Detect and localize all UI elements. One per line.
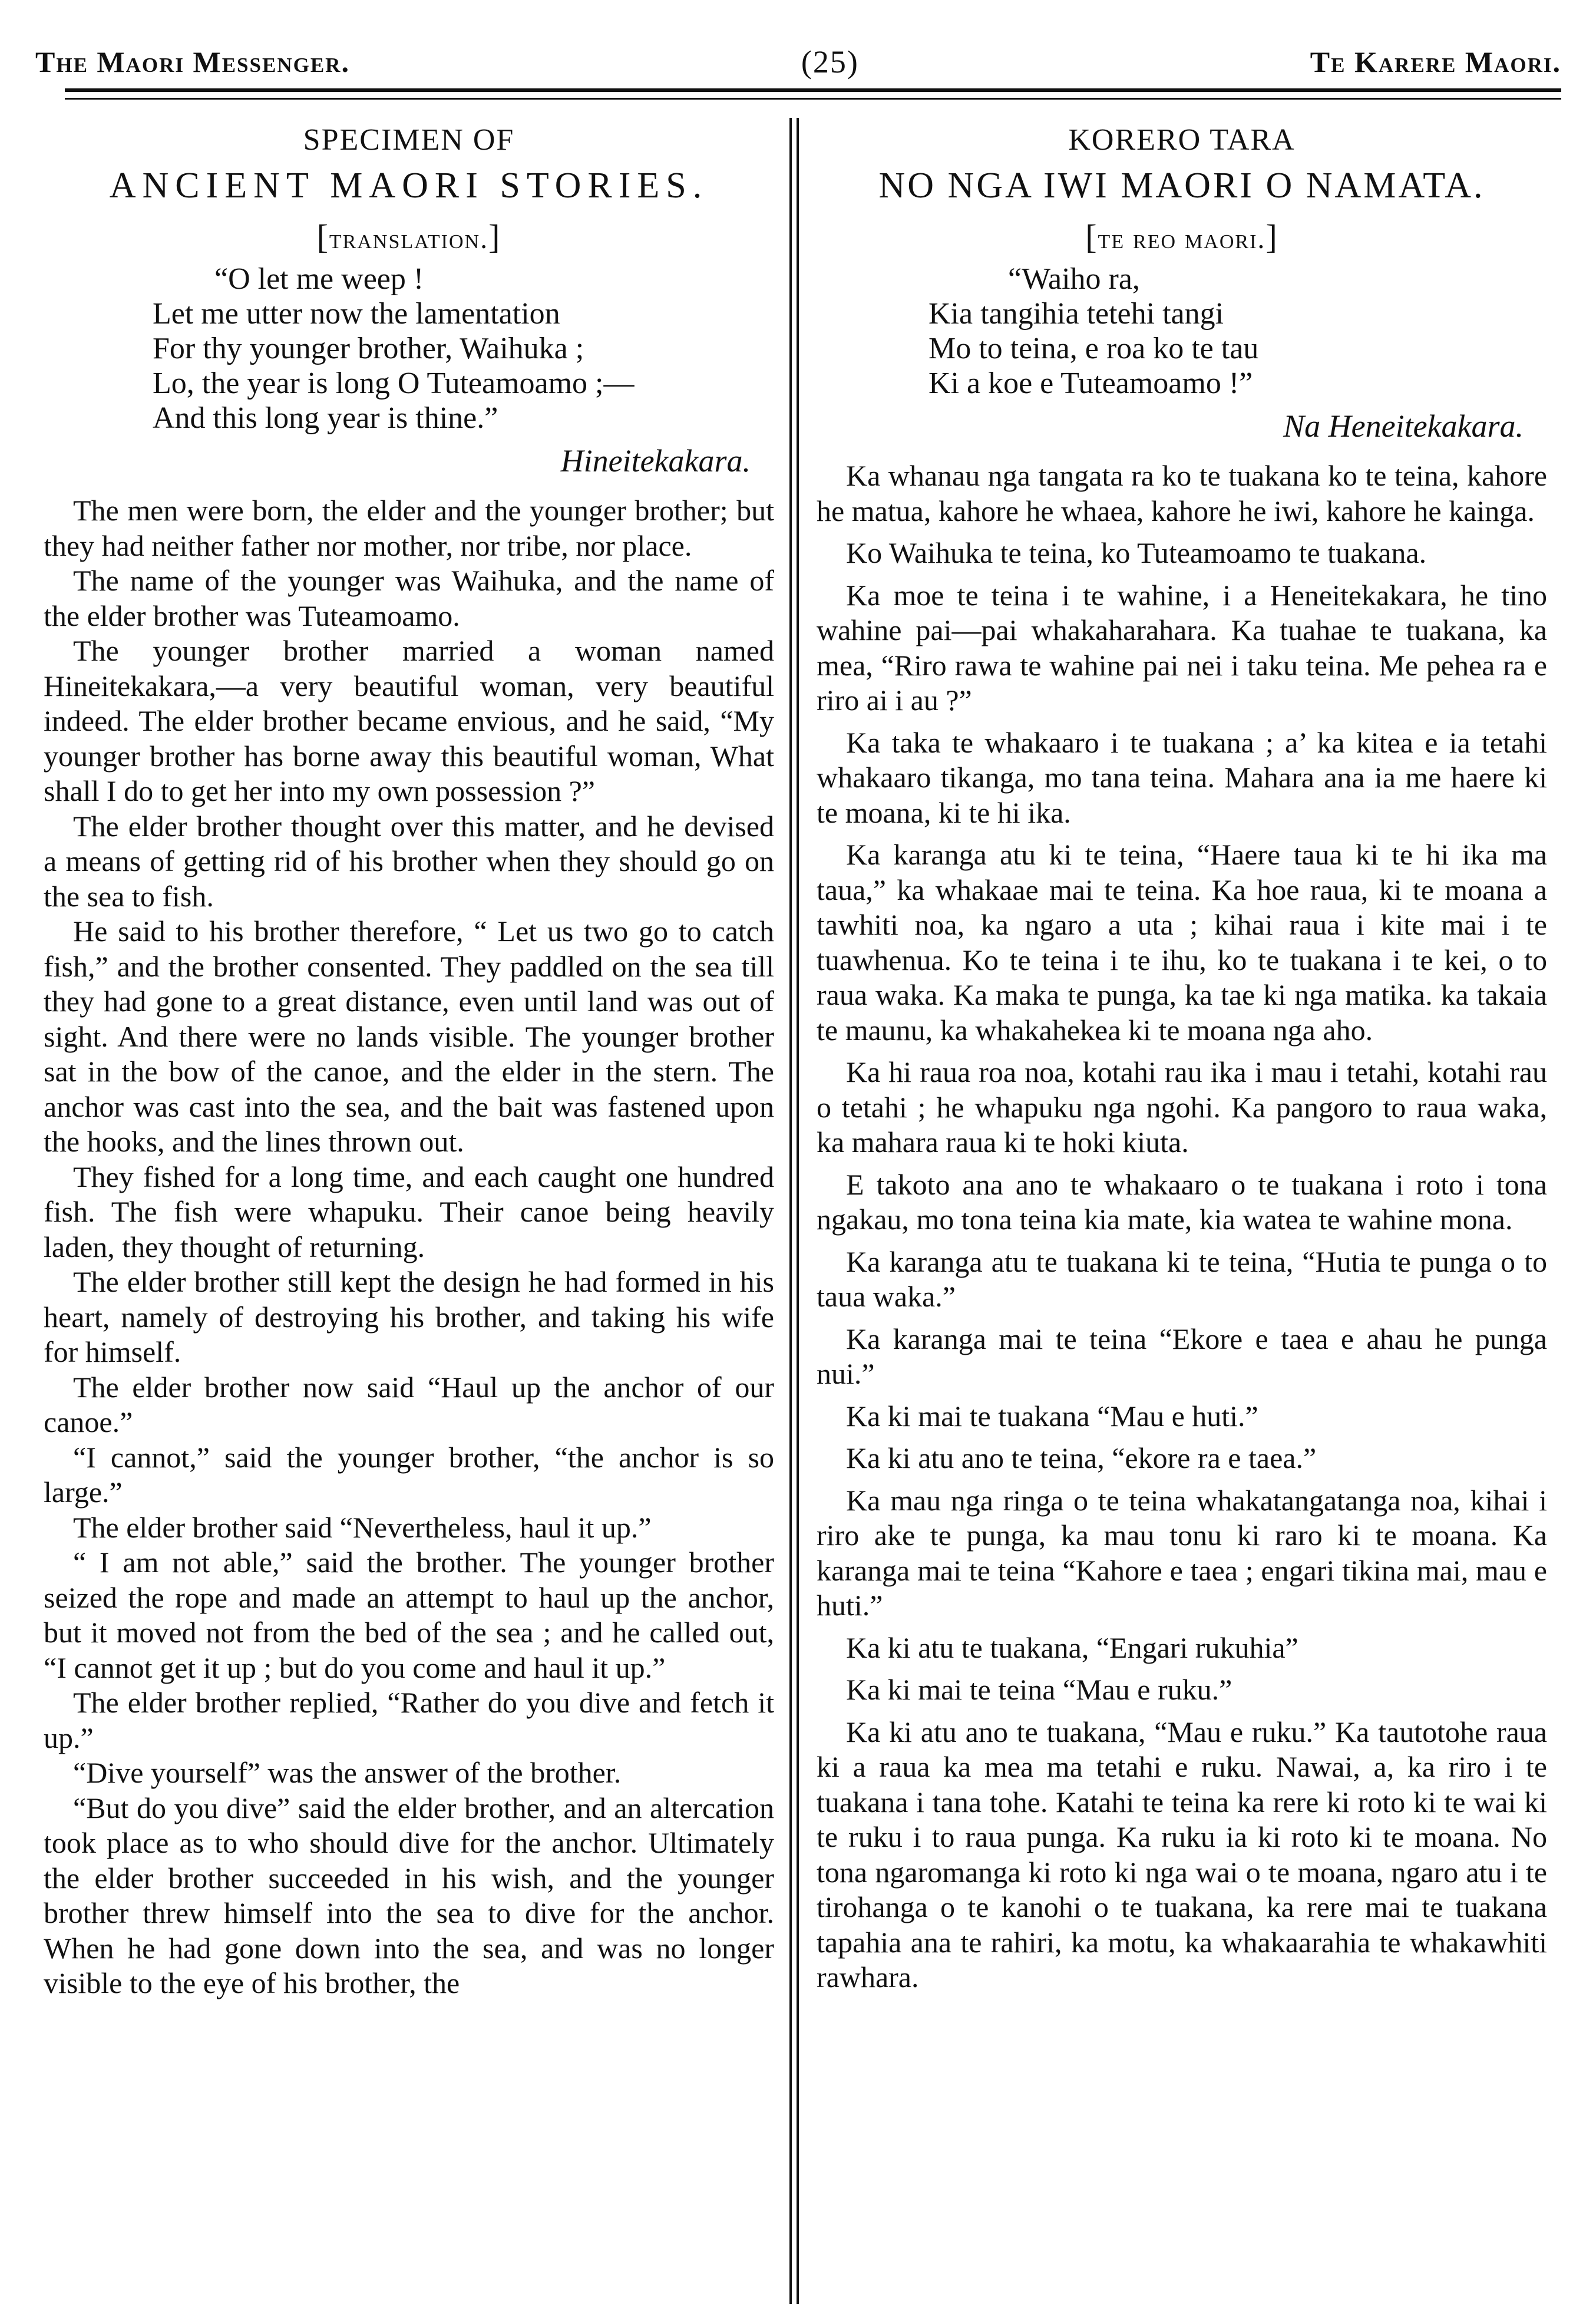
poem-line: Let me utter now the lamentation <box>153 297 560 331</box>
paragraph: Ka ki atu ano te tuakana, “Mau e ruku.” Ka tautotohe raua ki a raua ka mea ma tetahi e ruku. Nawai, a, ka riro i te tuakana i tana tohe. Katahi te teina ka rere ki roto ki te wai ki te ruku i to raua punga. Ka ruku ia ki roto ki te moana. No tona ngaromanga ki roto ki nga wai o te moana, ngaro atu i te tirohanga o te kanohi o te tuakana, ka rere mai te tuakana tapahia ana te rahiri, ka motu, ka whakaarahia te whakawhiti rawhara. <box>817 1715 1547 1994</box>
english-title: ANCIENT MAORI STORIES. <box>109 166 709 206</box>
paragraph: Ka taka te whakaaro i te tuakana ; a’ ka kitea e ia tetahi whakaaro tikanga, mo tana teina. Mahara ana ia me haere ki te moana, ki te hi ika. <box>817 725 1547 829</box>
paragraph: “ I am not able,” said the brother. The younger brother seized the rope and made an attempt to haul up the anchor, but it moved not from the bed of the sea ; and he called out, “I cannot get it up ; but do you come and haul it up.” <box>44 1546 774 1684</box>
page-number: (25) <box>801 44 859 80</box>
english-poem <box>153 262 774 435</box>
paragraph: “But do you dive” said the elder brother, and an altercation took place as to who should dive for the anchor. Ultimately the elder brother succeeded in his wish, and the younger brother threw himself into the sea to dive for the anchor. When he had gone down into the sea, and was no longer visible to the eye of his brother, the <box>44 1791 774 1999</box>
maori-poem <box>928 262 1547 401</box>
paragraph: The elder brother still kept the design he had formed in his heart, namely of destroying his brother, and taking his wife for himself. <box>44 1265 774 1368</box>
paragraph: The men were born, the elder and the younger brother; but they had neither father nor mother, nor tribe, nor place. <box>44 494 774 562</box>
paragraph: Ka karanga atu ki te teina, “Haere taua ki te hi ika ma taua,” ka whakaae mai te teina. Ka hoe raua, ki te moana a tawhiti noa, ka ngaro a uta ; kihai raua i kite mai i te tuawhenua. Ko te teina i te ihu, ko te tuakana i te kei, o to raua waka. Ka maka te punga, ka tae ki nga matika. ka takaia te maunu, ka whakahekea ki te moana nga aho. <box>817 838 1547 1047</box>
paragraph: Ko Waihuka te teina, ko Tuteamoamo te tuakana. <box>846 536 1427 569</box>
header-right-title: Te Karere Maori. <box>1310 45 1561 78</box>
paragraph: They fished for a long time, and each caught one hundred fish. The fish were whapuku. Their canoe being heavily laden, they thought of returning. <box>44 1160 774 1263</box>
english-subtitle-text: translation. <box>329 223 489 255</box>
paragraph: “I cannot,” said the younger brother, “the anchor is so large.” <box>44 1440 774 1509</box>
english-subtitle: [translation.] <box>316 217 501 256</box>
paragraph: Ka ki mai te teina “Mau e ruku.” <box>846 1673 1232 1706</box>
paragraph: Ka ki mai te tuakana “Mau e huti.” <box>846 1399 1258 1433</box>
paragraph: Ka moe te teina i te wahine, i a Heneitekakara, he tino wahine pai—pai whakaharahara. Ka tuahae te tuakana, ka mea, “Riro rawa te wahine pai nei i taku teina. Me pehea ra e riro ai i au ?” <box>817 578 1547 717</box>
paragraph: The younger brother married a woman named Hineitekakara,—a very beautiful woman, very beautiful indeed. The elder brother became envious, and he said, “My younger brother has borne away this beautiful woman, What shall I do to get her into my own possession ?” <box>44 634 774 807</box>
column-divider-left <box>789 118 792 2304</box>
maori-signature: Na Heneitekakara. <box>1283 408 1524 444</box>
maori-kicker: KORERO TARA <box>1068 123 1296 157</box>
maori-column <box>817 117 1547 2309</box>
poem-line: Mo to teina, e roa ko te tau <box>928 332 1259 365</box>
poem-line: For thy younger brother, Waihuka ; <box>153 332 584 365</box>
paragraph: Ka ki atu ano te teina, “ekore ra e taea.” <box>846 1441 1317 1474</box>
column-divider-right <box>797 118 799 2304</box>
maori-subtitle: [te reo maori.] <box>1085 217 1278 256</box>
maori-title: NO NGA IWI MAORI O NAMATA. <box>878 166 1485 206</box>
paragraph: Ka ki atu te tuakana, “Engari rukuhia” <box>846 1631 1298 1664</box>
poem-line: And this long year is thine.” <box>153 401 498 435</box>
paragraph: Ka whanau nga tangata ra ko te tuakana ko te teina, kahore he matua, kahore he whaea, kahore he iwi, kahore he kainga. <box>817 459 1547 527</box>
english-column <box>44 117 774 2309</box>
header-left-title: The Maori Messenger. <box>35 45 350 78</box>
paragraph: The elder brother said “Nevertheless, haul it up.” <box>73 1510 652 1544</box>
header-rule-thick <box>65 88 1561 92</box>
paragraph: Ka karanga mai te teina “Ekore e taea e ahau he punga nui.” <box>817 1322 1547 1390</box>
paragraph: The elder brother replied, “Rather do you dive and fetch it up.” <box>44 1686 774 1754</box>
paragraph: Ka hi raua roa noa, kotahi rau ika i mau i tetahi, kotahi rau o tetahi ; he whapuku nga ngohi. Ka pangoro to raua waka, ka mahara raua ki te hoki kiuta. <box>817 1055 1547 1159</box>
english-kicker: SPECIMEN OF <box>303 123 515 157</box>
header-rule-thin <box>65 98 1561 100</box>
paragraph: He said to his brother therefore, “ Let us two go to catch fish,” and the brother consented. They paddled on the sea till they had gone to a great distance, even until land was out of sight. And there were no lands visible. The younger brother sat in the bow of the canoe, and the elder in the stern. The anchor was cast into the sea, and the bait was fastened upon the hooks, and the lines thrown out. <box>44 915 774 1158</box>
paragraph: The elder brother thought over this matter, and he devised a means of getting rid of his brother when they should go on the sea to fish. <box>44 809 774 913</box>
paragraph: “Dive yourself” was the answer of the brother. <box>73 1756 622 1789</box>
poem-line: “Waiho ra, <box>1008 262 1140 296</box>
poem-line: Lo, the year is long O Tuteamoamo ;— <box>153 367 635 400</box>
poem-line: “O let me weep ! <box>214 262 424 296</box>
paragraph: The elder brother now said “Haul up the anchor of our canoe.” <box>44 1370 774 1438</box>
paragraph: E takoto ana ano te whakaaro o te tuakana i roto i tona ngakau, mo tona teina kia mate, kia watea te wahine mona. <box>817 1167 1547 1236</box>
poem-line: Ki a koe e Tuteamoamo !” <box>928 367 1253 400</box>
paragraph: Ka mau nga ringa o te teina whakatangatanga noa, kihai i riro ake te punga, ka mau tonu ki raro ki te moana. Ka karanga mai te teina “Kahore e taea ; engari tikina mai, mau e huti.” <box>817 1483 1547 1622</box>
paragraph: The name of the younger was Waihuka, and the name of the elder brother was Tuteamoamo. <box>44 564 774 632</box>
paragraph: Ka karanga atu te tuakana ki te teina, “Hutia te punga o to taua waka.” <box>817 1245 1547 1313</box>
maori-subtitle-text: te reo maori. <box>1098 223 1266 255</box>
poem-line: Kia tangihia tetehi tangi <box>928 297 1224 331</box>
english-signature: Hineitekakara. <box>560 443 751 478</box>
page-header <box>35 41 1561 82</box>
